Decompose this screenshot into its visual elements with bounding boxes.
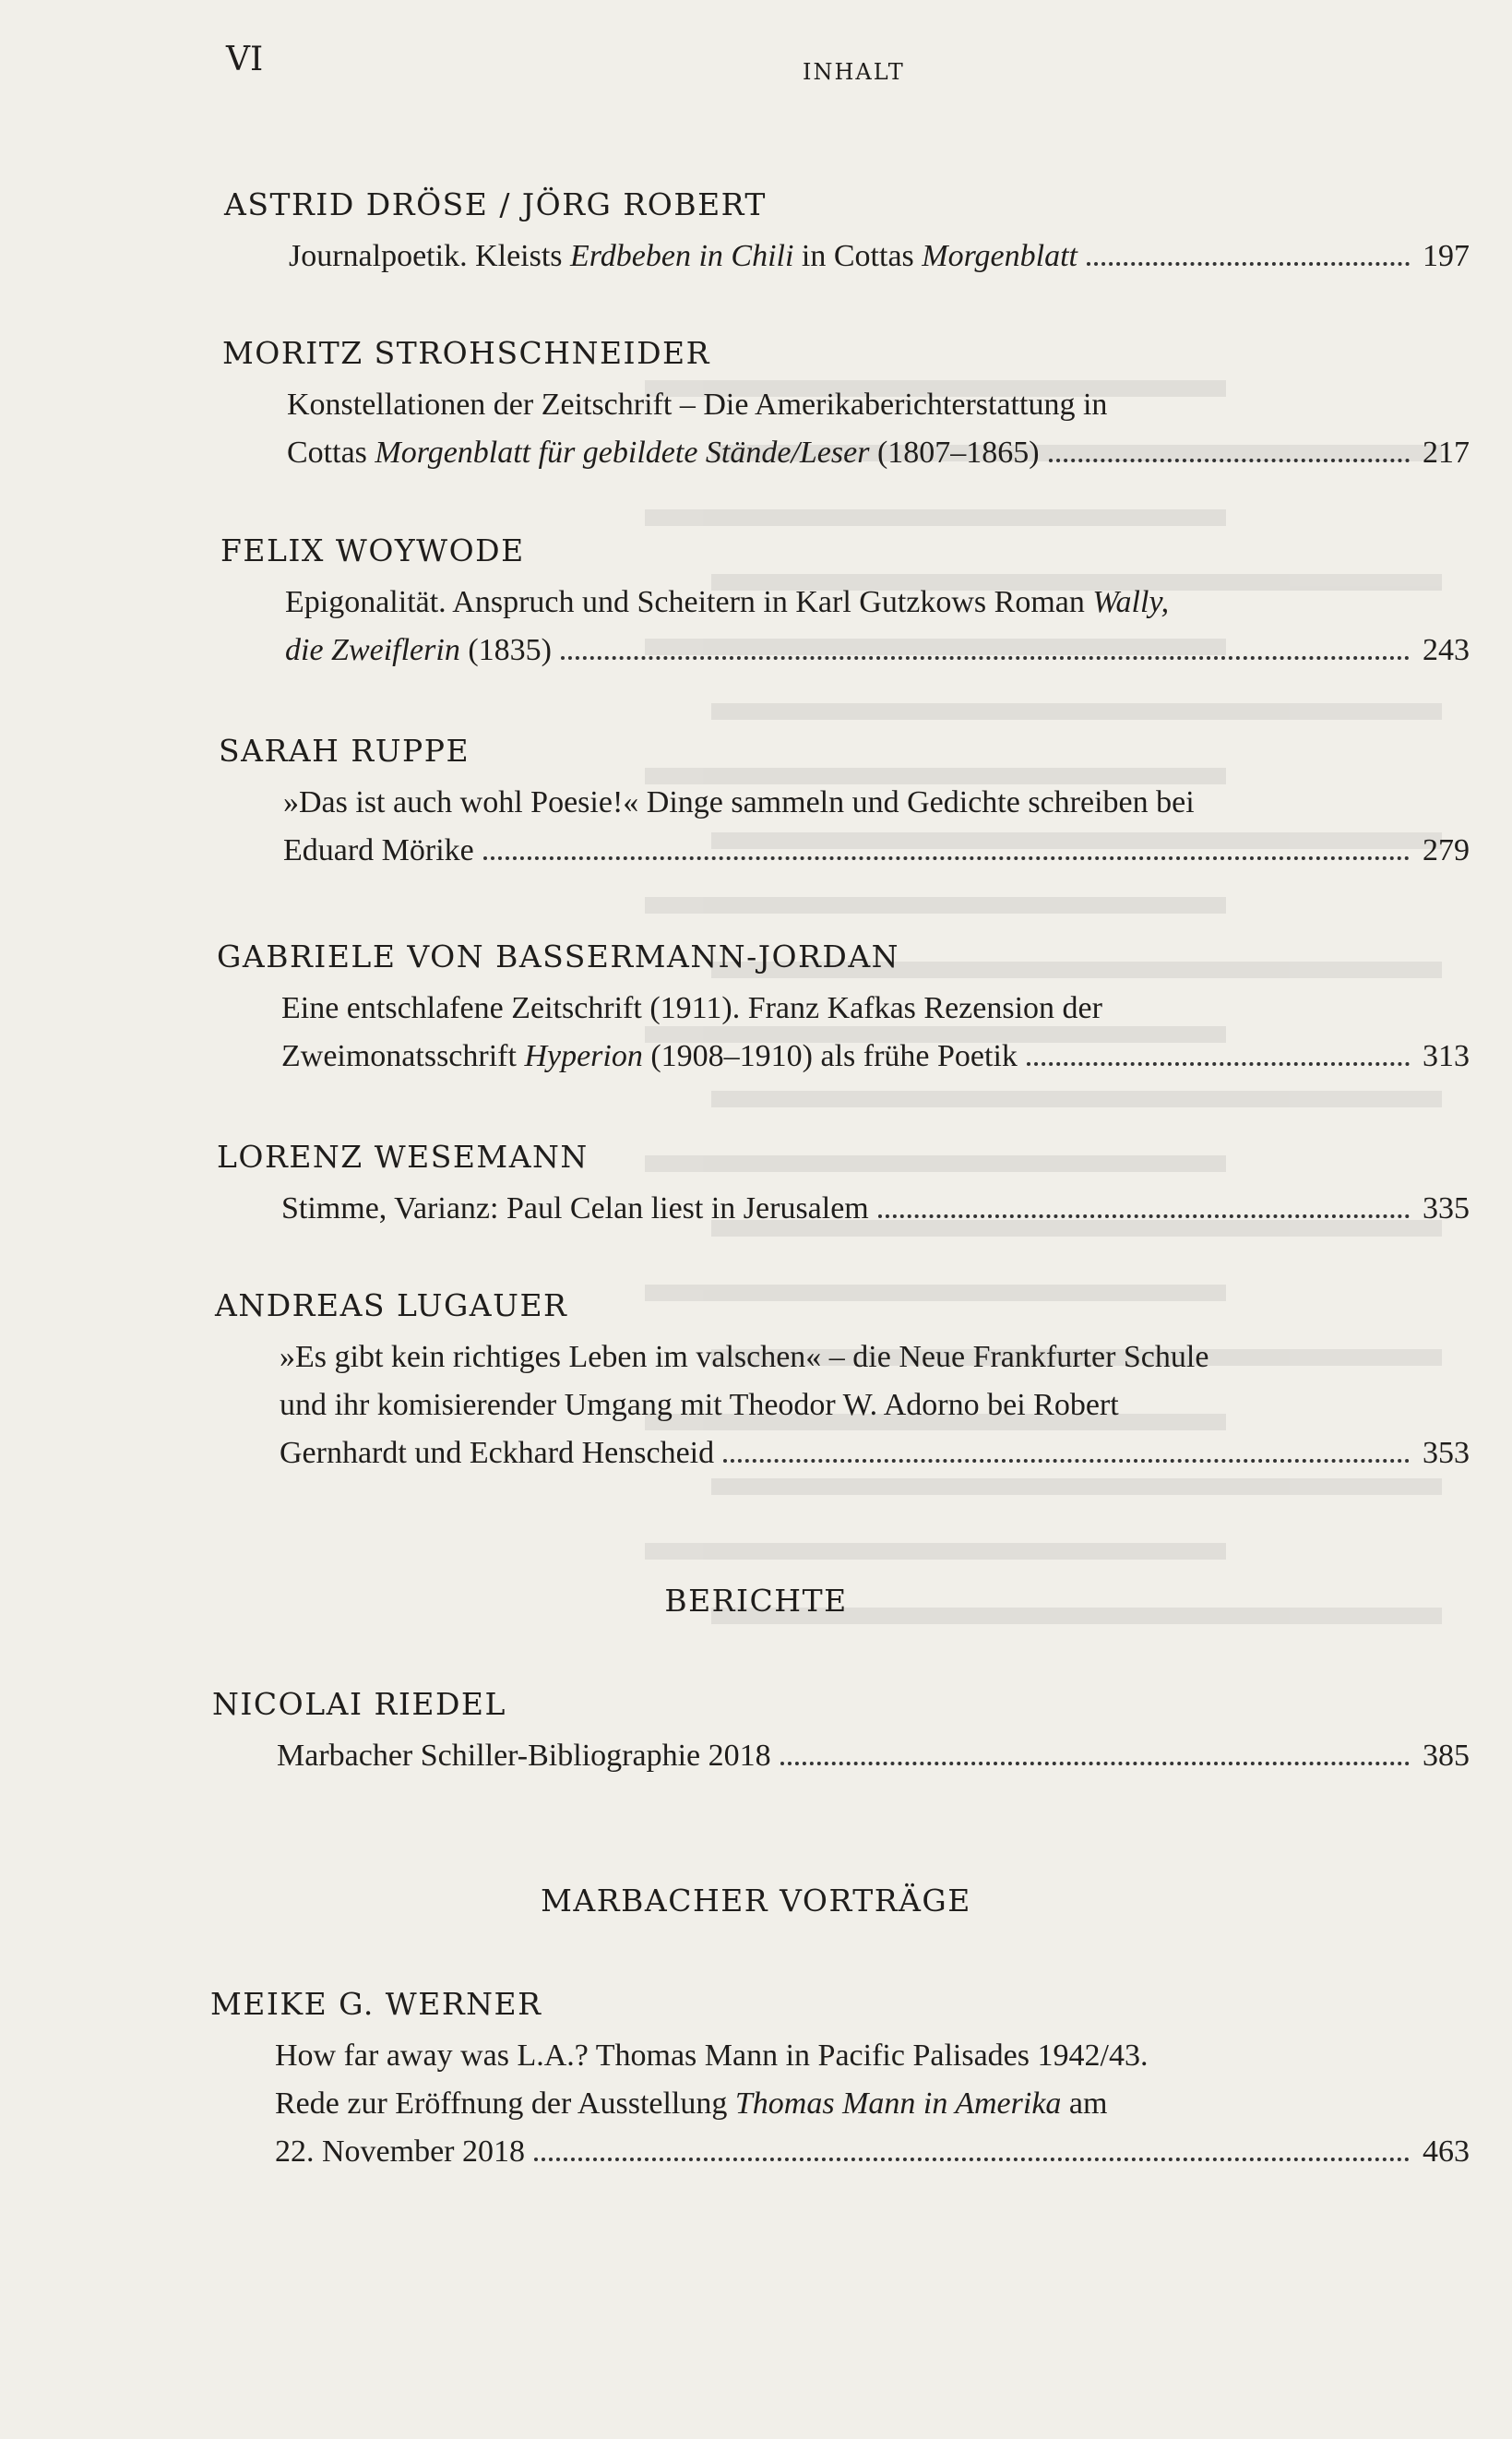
toc-entry — [215, 1285, 1470, 1477]
title-line: 22. November 2018 463 — [275, 2128, 1470, 2176]
title-line — [287, 429, 1470, 477]
title-line — [285, 627, 1470, 675]
title-text: Zweimonatsschrift Hyperion (1908–1910) als frühe Poetik — [281, 1039, 1018, 1073]
title-line: »Das ist auch wohl Poesie!« Dinge sammeln und Gedichte schreiben bei — [283, 785, 1195, 819]
leader-dots — [723, 1458, 1410, 1463]
entry-author: ANDREAS LUGAUER — [215, 1287, 568, 1323]
entry-author: MEIKE G. WERNER — [210, 1986, 542, 2022]
title-text: Rede zur Eröffnung der Ausstellung Thomas Mann in Amerika am — [275, 2086, 1108, 2121]
toc-entry — [222, 333, 1470, 477]
section-heading-marbacher-vortraege: MARBACHER VORTRÄGE — [541, 1883, 971, 1919]
entry-page-number: 335 — [1423, 1191, 1470, 1225]
entry-page-number: 217 — [1423, 436, 1470, 470]
title-line — [281, 1033, 1470, 1081]
entry-page-number: 385 — [1423, 1739, 1470, 1773]
leader-dots — [483, 855, 1410, 860]
leader-dots — [878, 1214, 1410, 1218]
entry-page-number: 353 — [1423, 1436, 1470, 1470]
toc-entry — [219, 731, 1470, 875]
title-line: Gernhardt und Eckhard Henscheid 353 — [280, 1429, 1470, 1477]
title-text: die Zweiflerin (1835) — [285, 633, 552, 667]
title-line: und ihr komisierender Umgang mit Theodor W. Adorno bei Robert — [280, 1388, 1119, 1422]
leader-dots — [1027, 1061, 1410, 1066]
toc-entry — [210, 1984, 1470, 2176]
entry-title — [289, 233, 1470, 281]
toc-entry — [220, 531, 1470, 675]
leader-dots — [534, 2157, 1410, 2161]
title-line: Marbacher Schiller-Bibliographie 2018 385 — [277, 1732, 1470, 1780]
entry-title — [281, 1185, 1470, 1233]
title-line: How far away was L.A.? Thomas Mann in Pacific Palisades 1942/43. — [275, 2038, 1149, 2073]
toc-entry — [217, 937, 1470, 1081]
leader-dots — [1087, 261, 1410, 266]
entry-title — [281, 985, 1470, 1081]
entry-title — [287, 381, 1470, 477]
title-text: Epigonalität. Anspruch und Scheitern in Karl Gutzkows Roman Wally, — [285, 585, 1170, 619]
entry-title — [277, 1732, 1470, 1780]
leader-dots — [780, 1761, 1410, 1765]
title-line: Konstellationen der Zeitschrift – Die Amerikaberichterstattung in — [287, 388, 1108, 422]
entry-title — [285, 579, 1470, 675]
entry-author: LORENZ WESEMANN — [217, 1139, 589, 1175]
title-text: Cottas Morgenblatt für gebildete Stände/Leser (1807–1865) — [287, 436, 1040, 470]
toc-entry — [217, 1137, 1470, 1233]
title-line — [289, 233, 1470, 281]
title-line: »Es gibt kein richtiges Leben im valschen« – die Neue Frankfurter Schule — [280, 1340, 1209, 1374]
title-line: Stimme, Varianz: Paul Celan liest in Jerusalem 335 — [281, 1185, 1470, 1233]
entry-title — [283, 779, 1470, 875]
title-line — [285, 579, 1470, 627]
running-head: INHALT — [803, 59, 905, 85]
entry-page-number: 313 — [1423, 1039, 1470, 1073]
entry-page-number: 463 — [1423, 2134, 1470, 2169]
page-number: VI — [226, 41, 264, 78]
toc-entry — [212, 1684, 1470, 1780]
entry-author: FELIX WOYWODE — [220, 532, 525, 568]
title-line — [275, 2080, 1470, 2128]
entry-author: SARAH RUPPE — [219, 733, 470, 769]
entry-title — [275, 2032, 1470, 2176]
title-line: Eine entschlafene Zeitschrift (1911). Franz Kafkas Rezension der — [281, 991, 1102, 1025]
entry-author: ASTRID DRÖSE / JÖRG ROBERT — [224, 186, 767, 222]
leader-dots — [1049, 458, 1410, 462]
entry-author: MORITZ STROHSCHNEIDER — [222, 335, 710, 371]
entry-page-number: 279 — [1423, 833, 1470, 867]
entry-title — [280, 1333, 1470, 1477]
toc-entry — [224, 185, 1470, 281]
title-text: Journalpoetik. Kleists Erdbeben in Chili in Cottas Morgenblatt — [289, 239, 1077, 273]
leader-dots — [561, 655, 1410, 660]
title-line: Eduard Mörike 279 — [283, 827, 1470, 875]
section-heading-berichte: BERICHTE — [664, 1583, 848, 1619]
entry-author: GABRIELE VON BASSERMANN-JORDAN — [217, 939, 900, 974]
entry-page-number: 197 — [1423, 239, 1470, 273]
entry-author: NICOLAI RIEDEL — [212, 1686, 506, 1722]
entry-page-number: 243 — [1423, 633, 1470, 667]
